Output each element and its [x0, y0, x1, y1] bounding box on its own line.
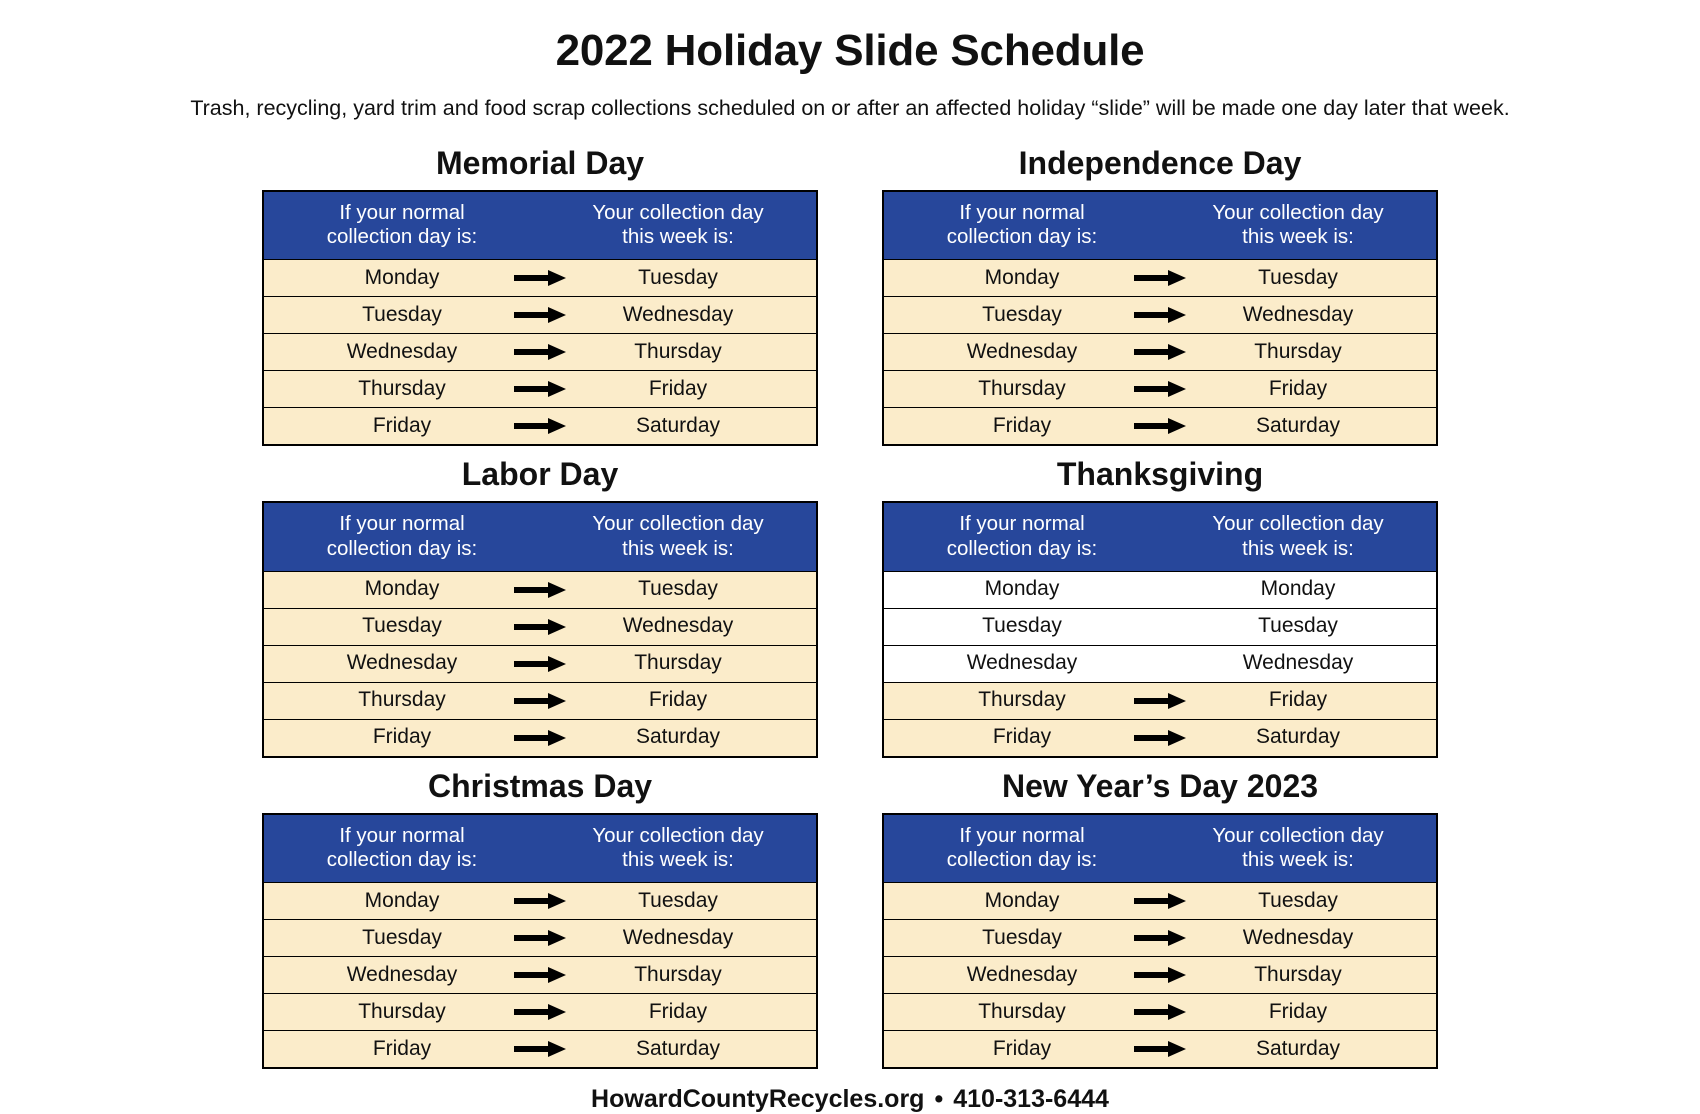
- footer-website[interactable]: HowardCountyRecycles.org: [591, 1085, 925, 1114]
- normal-collection-day-value: Monday: [984, 265, 1060, 289]
- normal-collection-day-cell: [263, 260, 540, 297]
- new-collection-day-cell: [1160, 608, 1437, 645]
- holiday-title: Memorial Day: [435, 145, 645, 181]
- slide-arrow-icon: [514, 307, 566, 323]
- normal-collection-day-value: Thursday: [978, 999, 1066, 1023]
- table-row: [263, 682, 817, 719]
- holiday-block: [880, 758, 1440, 1069]
- normal-collection-day-cell: [263, 994, 540, 1031]
- new-collection-day-cell: [1160, 571, 1437, 608]
- page-title: 2022 Holiday Slide Schedule: [555, 26, 1145, 75]
- normal-collection-day-value: Friday: [992, 1036, 1052, 1060]
- column-header-collection-day: [540, 191, 817, 260]
- column-header-collection-day-line1: Your collection day: [592, 201, 764, 224]
- new-collection-day-cell: [540, 297, 817, 334]
- normal-collection-day-cell: [883, 260, 1160, 297]
- column-header-normal-day-line2: collection day is:: [326, 225, 478, 249]
- column-header-collection-day: [540, 502, 817, 571]
- column-header-collection-day: [1160, 191, 1437, 260]
- table-header-row: [883, 191, 1437, 260]
- new-collection-day-value: Wednesday: [622, 302, 734, 326]
- new-collection-day-value: Friday: [1268, 376, 1328, 400]
- table-row: [883, 334, 1437, 371]
- slide-arrow-icon: [1134, 344, 1186, 360]
- slide-arrow-icon: [514, 893, 566, 909]
- slide-arrow-icon: [1134, 418, 1186, 434]
- table-header-row: [883, 502, 1437, 571]
- slide-arrow-icon: [1134, 1041, 1186, 1057]
- new-collection-day-cell: [540, 408, 817, 446]
- table-header-row: [263, 191, 817, 260]
- new-collection-day-cell: [540, 682, 817, 719]
- column-header-normal-day-line2: collection day is:: [326, 847, 478, 871]
- holiday-slide-table: [262, 501, 818, 757]
- normal-collection-day-value: Tuesday: [982, 614, 1062, 638]
- new-collection-day-value: Thursday: [1254, 962, 1342, 986]
- normal-collection-day-value: Monday: [364, 888, 440, 912]
- new-collection-day-value: Friday: [1268, 999, 1328, 1023]
- table-row: [883, 957, 1437, 994]
- normal-collection-day-cell: [883, 371, 1160, 408]
- table-row: [263, 260, 817, 297]
- normal-collection-day-value: Thursday: [978, 688, 1066, 712]
- new-collection-day-value: Thursday: [634, 339, 722, 363]
- column-header-collection-day: [1160, 814, 1437, 883]
- slide-arrow-icon: [514, 1041, 566, 1057]
- table-row: [263, 371, 817, 408]
- holiday-block: [880, 446, 1440, 757]
- column-header-collection-day-line1: Your collection day: [1212, 201, 1384, 224]
- column-header-collection-day-line1: Your collection day: [592, 512, 764, 536]
- table-row: [883, 883, 1437, 920]
- column-header-collection-day-line1: Your collection day: [592, 823, 764, 847]
- new-collection-day-value: Thursday: [1254, 339, 1342, 363]
- new-collection-day-cell: [540, 334, 817, 371]
- column-header-collection-day: [1160, 502, 1437, 571]
- normal-collection-day-value: Wednesday: [346, 651, 458, 675]
- table-row: [883, 371, 1437, 408]
- column-header-collection-day: [540, 814, 817, 883]
- normal-collection-day-value: Monday: [364, 577, 440, 601]
- table-row: [263, 297, 817, 334]
- slide-arrow-icon: [514, 967, 566, 983]
- new-collection-day-value: Tuesday: [638, 265, 718, 289]
- new-collection-day-value: Wednesday: [1242, 925, 1354, 949]
- normal-collection-day-cell: [883, 920, 1160, 957]
- table-row: [883, 408, 1437, 446]
- normal-collection-day-cell: [883, 571, 1160, 608]
- column-header-normal-day-line1: If your normal: [959, 201, 1085, 224]
- new-collection-day-cell: [1160, 408, 1437, 446]
- table-row: [883, 645, 1437, 682]
- column-header-normal-day: [883, 814, 1160, 883]
- slide-arrow-icon: [514, 693, 566, 709]
- new-collection-day-cell: [540, 719, 817, 757]
- new-collection-day-value: Wednesday: [622, 925, 734, 949]
- new-collection-day-value: Tuesday: [1258, 888, 1338, 912]
- normal-collection-day-value: Tuesday: [362, 302, 442, 326]
- new-collection-day-value: Thursday: [634, 651, 722, 675]
- holiday-slide-table: [262, 190, 818, 446]
- footer-separator: •: [934, 1085, 944, 1114]
- slide-arrow-icon: [1134, 693, 1186, 709]
- column-header-collection-day-line1: Your collection day: [1212, 512, 1384, 536]
- new-collection-day-cell: [540, 920, 817, 957]
- normal-collection-day-value: Tuesday: [362, 925, 442, 949]
- column-header-normal-day: [883, 191, 1160, 260]
- table-row: [263, 957, 817, 994]
- normal-collection-day-cell: [263, 1031, 540, 1069]
- holiday-block: [880, 135, 1440, 446]
- normal-collection-day-value: Monday: [984, 577, 1060, 601]
- new-collection-day-value: Tuesday: [1258, 614, 1338, 638]
- new-collection-day-value: Saturday: [1255, 725, 1341, 749]
- table-row: [883, 608, 1437, 645]
- table-row: [883, 994, 1437, 1031]
- new-collection-day-value: Wednesday: [622, 614, 734, 638]
- normal-collection-day-cell: [883, 682, 1160, 719]
- new-collection-day-cell: [540, 608, 817, 645]
- slide-arrow-icon: [514, 930, 566, 946]
- table-row: [883, 297, 1437, 334]
- table-row: [263, 645, 817, 682]
- table-row: [263, 1031, 817, 1069]
- normal-collection-day-cell: [263, 408, 540, 446]
- normal-collection-day-value: Monday: [984, 888, 1060, 912]
- normal-collection-day-value: Tuesday: [362, 614, 442, 638]
- new-collection-day-value: Friday: [648, 999, 708, 1023]
- holiday-title: New Year’s Day 2023: [1001, 767, 1319, 804]
- holiday-title: Thanksgiving: [1056, 456, 1264, 493]
- new-collection-day-cell: [1160, 371, 1437, 408]
- column-header-normal-day: [883, 502, 1160, 571]
- new-collection-day-cell: [540, 371, 817, 408]
- holiday-title: Christmas Day: [427, 767, 653, 804]
- column-header-normal-day-line2: collection day is:: [946, 225, 1098, 249]
- holiday-slide-table: [882, 190, 1438, 446]
- new-collection-day-value: Wednesday: [1242, 651, 1354, 675]
- table-row: [263, 994, 817, 1031]
- new-collection-day-value: Saturday: [1255, 1036, 1341, 1060]
- normal-collection-day-value: Thursday: [978, 376, 1066, 400]
- table-header-row: [883, 814, 1437, 883]
- normal-collection-day-value: Wednesday: [966, 651, 1078, 675]
- table-row: [263, 408, 817, 446]
- normal-collection-day-cell: [883, 957, 1160, 994]
- column-header-normal-day-line2: collection day is:: [326, 536, 478, 560]
- normal-collection-day-value: Wednesday: [346, 339, 458, 363]
- column-header-collection-day-line1: Your collection day: [1212, 823, 1384, 847]
- table-row: [263, 608, 817, 645]
- new-collection-day-value: Saturday: [1255, 413, 1341, 437]
- normal-collection-day-cell: [263, 957, 540, 994]
- column-header-collection-day-line2: this week is:: [622, 225, 734, 249]
- column-header-normal-day-line2: collection day is:: [946, 536, 1098, 560]
- holiday-slide-table: [882, 813, 1438, 1069]
- new-collection-day-cell: [540, 994, 817, 1031]
- new-collection-day-value: Wednesday: [1242, 302, 1354, 326]
- table-row: [883, 682, 1437, 719]
- column-header-collection-day-line2: this week is:: [1242, 536, 1354, 560]
- column-header-normal-day: [263, 191, 540, 260]
- normal-collection-day-value: Friday: [372, 725, 432, 749]
- slide-arrow-icon: [1134, 307, 1186, 323]
- new-collection-day-value: Friday: [648, 376, 708, 400]
- footer-phone[interactable]: 410-313-6444: [953, 1085, 1109, 1114]
- new-collection-day-cell: [1160, 682, 1437, 719]
- table-header-row: [263, 502, 817, 571]
- holiday-slide-table: [262, 813, 818, 1069]
- slide-arrow-icon: [514, 582, 566, 598]
- normal-collection-day-cell: [263, 682, 540, 719]
- slide-arrow-icon: [514, 656, 566, 672]
- new-collection-day-value: Tuesday: [638, 577, 718, 601]
- normal-collection-day-cell: [263, 920, 540, 957]
- new-collection-day-cell: [1160, 645, 1437, 682]
- normal-collection-day-cell: [263, 645, 540, 682]
- table-row: [883, 1031, 1437, 1069]
- slide-arrow-icon: [1134, 270, 1186, 286]
- normal-collection-day-value: Friday: [372, 1036, 432, 1060]
- column-header-normal-day-line1: If your normal: [339, 512, 465, 536]
- new-collection-day-value: Saturday: [635, 413, 721, 437]
- column-header-normal-day: [263, 502, 540, 571]
- holiday-title: Labor Day: [461, 456, 619, 493]
- holiday-slide-table: [882, 501, 1438, 757]
- normal-collection-day-value: Wednesday: [346, 962, 458, 986]
- normal-collection-day-cell: [263, 571, 540, 608]
- new-collection-day-value: Saturday: [635, 1036, 721, 1060]
- slide-arrow-icon: [514, 418, 566, 434]
- table-header-row: [263, 814, 817, 883]
- new-collection-day-value: Friday: [1268, 688, 1328, 712]
- new-collection-day-cell: [1160, 297, 1437, 334]
- new-collection-day-cell: [540, 260, 817, 297]
- holiday-title: Independence Day: [1018, 145, 1302, 181]
- normal-collection-day-cell: [263, 883, 540, 920]
- new-collection-day-cell: [1160, 260, 1437, 297]
- slide-arrow-icon: [514, 619, 566, 635]
- normal-collection-day-cell: [883, 297, 1160, 334]
- new-collection-day-cell: [540, 883, 817, 920]
- new-collection-day-cell: [1160, 719, 1437, 757]
- new-collection-day-cell: [540, 957, 817, 994]
- normal-collection-day-cell: [883, 994, 1160, 1031]
- column-header-normal-day: [263, 814, 540, 883]
- column-header-normal-day-line1: If your normal: [959, 512, 1085, 536]
- column-header-normal-day-line1: If your normal: [959, 823, 1085, 847]
- slide-arrow-icon: [1134, 1004, 1186, 1020]
- normal-collection-day-cell: [263, 608, 540, 645]
- normal-collection-day-cell: [883, 645, 1160, 682]
- normal-collection-day-value: Wednesday: [966, 339, 1078, 363]
- column-header-normal-day-line1: If your normal: [339, 823, 465, 847]
- column-header-collection-day-line2: this week is:: [1242, 225, 1354, 249]
- normal-collection-day-cell: [883, 334, 1160, 371]
- new-collection-day-cell: [1160, 334, 1437, 371]
- table-row: [263, 719, 817, 757]
- new-collection-day-cell: [1160, 1031, 1437, 1069]
- column-header-collection-day-line2: this week is:: [1242, 847, 1354, 871]
- normal-collection-day-cell: [883, 408, 1160, 446]
- slide-arrow-icon: [1134, 930, 1186, 946]
- new-collection-day-value: Thursday: [634, 962, 722, 986]
- table-row: [263, 920, 817, 957]
- normal-collection-day-value: Friday: [992, 413, 1052, 437]
- new-collection-day-cell: [1160, 920, 1437, 957]
- new-collection-day-value: Saturday: [635, 725, 721, 749]
- holiday-tables-grid: [250, 135, 1450, 1069]
- normal-collection-day-value: Monday: [364, 265, 440, 289]
- normal-collection-day-value: Thursday: [358, 688, 446, 712]
- page-subtitle: Trash, recycling, yard trim and food scrap collections scheduled on or after an affected holiday “slide” will be made one day later that week.: [190, 96, 1510, 120]
- slide-arrow-icon: [514, 730, 566, 746]
- table-row: [883, 920, 1437, 957]
- new-collection-day-value: Tuesday: [638, 888, 718, 912]
- slide-arrow-icon: [514, 381, 566, 397]
- normal-collection-day-cell: [263, 371, 540, 408]
- table-row: [883, 719, 1437, 757]
- table-row: [883, 260, 1437, 297]
- table-row: [263, 571, 817, 608]
- normal-collection-day-cell: [883, 883, 1160, 920]
- normal-collection-day-cell: [883, 719, 1160, 757]
- new-collection-day-cell: [540, 645, 817, 682]
- slide-arrow-icon: [1134, 381, 1186, 397]
- table-row: [263, 883, 817, 920]
- column-header-collection-day-line2: this week is:: [622, 536, 734, 560]
- normal-collection-day-value: Friday: [372, 413, 432, 437]
- new-collection-day-cell: [1160, 994, 1437, 1031]
- slide-arrow-icon: [514, 1004, 566, 1020]
- column-header-normal-day-line1: If your normal: [339, 201, 465, 224]
- normal-collection-day-cell: [263, 719, 540, 757]
- new-collection-day-cell: [540, 1031, 817, 1069]
- table-row: [263, 334, 817, 371]
- normal-collection-day-cell: [263, 334, 540, 371]
- normal-collection-day-cell: [883, 608, 1160, 645]
- column-header-normal-day-line2: collection day is:: [946, 847, 1098, 871]
- holiday-block: [260, 446, 820, 757]
- slide-arrow-icon: [1134, 730, 1186, 746]
- normal-collection-day-value: Wednesday: [966, 962, 1078, 986]
- normal-collection-day-value: Tuesday: [982, 302, 1062, 326]
- new-collection-day-value: Monday: [1260, 577, 1336, 601]
- new-collection-day-value: Tuesday: [1258, 265, 1338, 289]
- slide-arrow-icon: [1134, 893, 1186, 909]
- normal-collection-day-value: Friday: [992, 725, 1052, 749]
- slide-arrow-icon: [514, 344, 566, 360]
- normal-collection-day-value: Thursday: [358, 999, 446, 1023]
- column-header-collection-day-line2: this week is:: [622, 847, 734, 871]
- normal-collection-day-cell: [883, 1031, 1160, 1069]
- slide-arrow-icon: [514, 270, 566, 286]
- slide-arrow-icon: [1134, 967, 1186, 983]
- table-row: [883, 571, 1437, 608]
- new-collection-day-cell: [1160, 883, 1437, 920]
- new-collection-day-value: Friday: [648, 688, 708, 712]
- normal-collection-day-value: Thursday: [358, 376, 446, 400]
- normal-collection-day-cell: [263, 297, 540, 334]
- holiday-block: [260, 135, 820, 446]
- new-collection-day-cell: [540, 571, 817, 608]
- holiday-block: [260, 758, 820, 1069]
- new-collection-day-cell: [1160, 957, 1437, 994]
- normal-collection-day-value: Tuesday: [982, 925, 1062, 949]
